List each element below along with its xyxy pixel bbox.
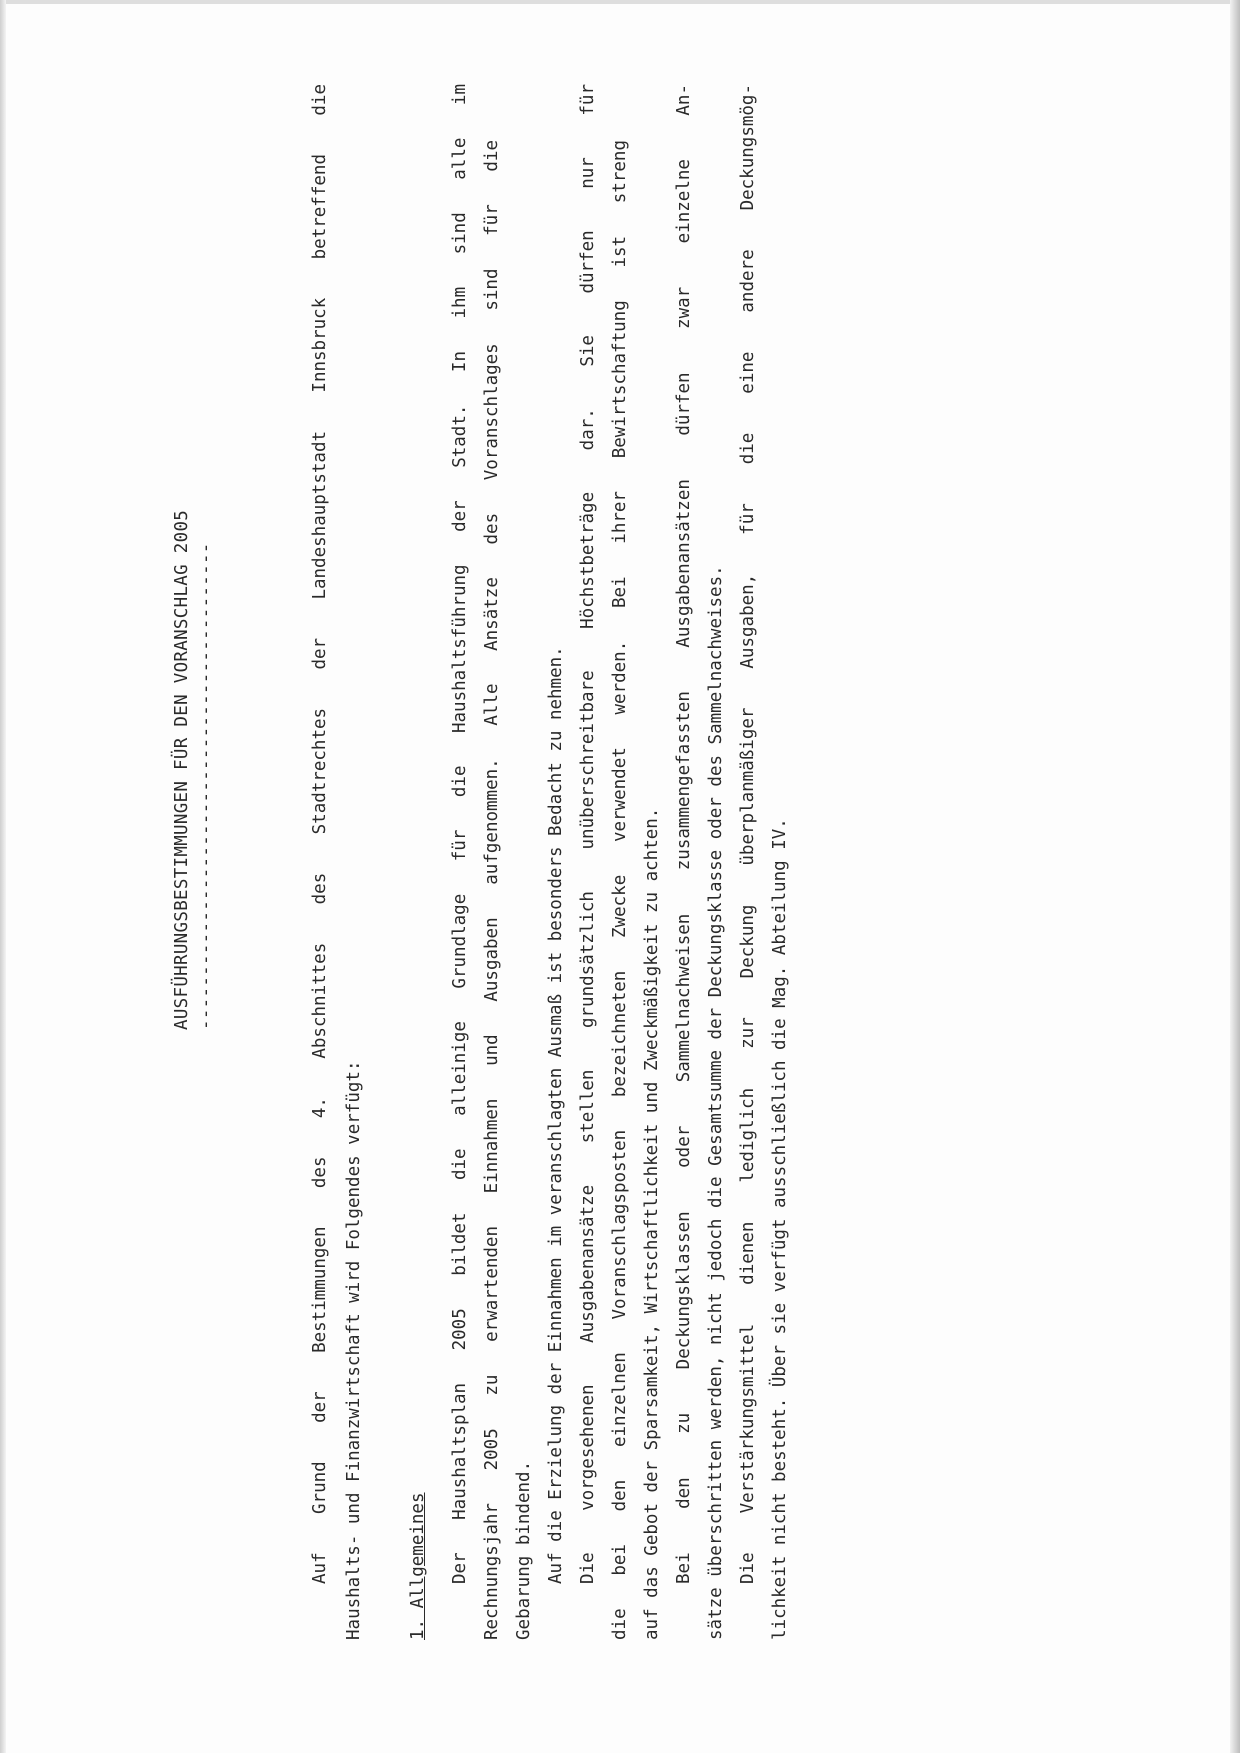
para-3-line-3: auf das Gebot der Sparsamkeit, Wirtschaftlichkeit und Zweckmäßigkeit zu achten.	[642, 807, 662, 1640]
scan-edge-left	[0, 0, 6, 1753]
para-1-line-1: Der Haushaltsplan 2005 bildet die alleinige Grundlage für die Haushaltsführung der Stadt. In ihm sind alle im	[450, 84, 470, 1584]
para-3-line-1: Die vorgesehenen Ausgabenansätze stellen grundsätzlich unüberschreitbare Höchstbeträge dar. Sie dürfen nur für	[578, 84, 598, 1584]
title-underline: ---------------------------------------------	[196, 542, 216, 1030]
para-3-line-2: die bei den einzelnen Voranschlagsposten bezeichneten Zwecke verwendet werden. Bei ihrer Bewirtschaftung ist streng	[610, 140, 630, 1640]
para-5-line-2: lichkeit nicht besteht. Über sie verfügt ausschließlich die Mag. Abteilung IV.	[770, 818, 790, 1640]
intro-line-2: Haushalts- und Finanzwirtschaft wird Folgendes verfügt:	[344, 1060, 364, 1640]
para-2-line-1: Auf die Erzielung der Einnahmen im veranschlagten Ausmaß ist besonders Bedacht zu nehmen.	[546, 646, 566, 1584]
intro-line-1: Auf Grund der Bestimmungen des 4. Abschnittes des Stadtrechtes der Landeshauptstadt Innsbruck betreffend die	[310, 84, 330, 1584]
section-1-heading: 1. Allgemeines	[408, 1492, 428, 1640]
scan-edge-right	[1230, 0, 1240, 1753]
para-4-line-2: sätze überschritten werden, nicht jedoch die Gesamtsumme der Deckungsklasse oder des Sammelnachweises.	[706, 565, 726, 1640]
para-5-line-1: Die Verstärkungsmittel dienen lediglich zur Deckung überplanmäßiger Ausgaben, für die eine andere Deckungsmög-	[738, 84, 758, 1584]
para-1-line-3: Gebarung bindend.	[514, 1460, 534, 1640]
document-title: AUSFÜHRUNGSBESTIMMUNGEN FÜR DEN VORANSCHLAG 2005	[172, 509, 192, 1030]
para-1-line-2: Rechnungsjahr 2005 zu erwartenden Einnahmen und Ausgaben aufgenommen. Alle Ansätze des Voranschlages sind für die	[482, 140, 502, 1640]
para-4-line-1: Bei den zu Deckungsklassen oder Sammelnachweisen zusammengefassten Ausgabenansätzen dürfen zwar einzelne An-	[674, 84, 694, 1584]
scan-edge-top	[0, 0, 1240, 4]
